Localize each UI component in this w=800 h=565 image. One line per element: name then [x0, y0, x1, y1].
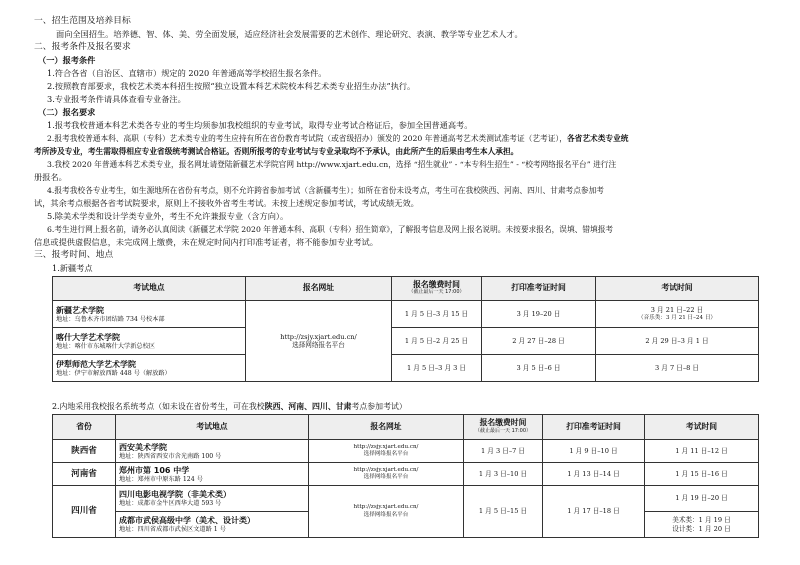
- requirement-4-line-1: 4.报考我校各专业考生，如生源地所在省份有考点，则不允许跨省参加考试（含新疆考生）；如所在省份未设考点，考生可在我校陕西、河南、四川、甘肃考点参加考: [47, 186, 604, 195]
- table-2-caption: 2.内地采用我校报名系统考点（如未设在省份考生，可在我校陕西、河南、四川、甘肃考点参加考试）: [52, 402, 407, 411]
- table-row: [53, 301, 759, 328]
- requirement-4-line-2: 试，其余考点根据各省考试院要求，原则上不接收外省考生考试。未按上述规定参加考试，考试成绩无效。: [34, 198, 419, 208]
- condition-2: 2.按照教育部要求，我校艺术类本科招生按照“独立设置本科艺术院校本科艺术类专业招生办法”执行。: [47, 81, 416, 91]
- venue-cell: 西安美术学院 地址：陕西省西安市含光南路 100 号: [116, 440, 309, 463]
- print-cell: 1 月 17 日–18 日: [543, 486, 645, 538]
- section-1-body: 面向全国招生。培养德、智、体、美、劳全面发展，适应经济社会发展需要的艺术创作、理论研究、表演、教学等专业艺术人才。: [56, 29, 523, 39]
- requirement-6-line-2: 信息或提供虚假信息，未完成网上缴费，未在规定时间内打印准考证者，将不能参加专业考试。: [34, 237, 378, 247]
- table-row: [53, 328, 759, 355]
- exam-cell: 3 月 7 日–8 日: [596, 355, 759, 382]
- condition-3: 3.专业报考条件请具体查看专业备注。: [47, 94, 186, 104]
- venue-cell: 四川电影电视学院（非美术类） 地址：成都市金牛区西华大道 593 号: [116, 486, 309, 512]
- exam-cell: 2 月 29 日–3 月 1 日: [596, 328, 759, 355]
- exam-cell: 1 月 19 日–20 日: [645, 486, 759, 512]
- requirement-3-line-2: 册报名。: [34, 172, 67, 182]
- venue-cell: 成都市武侯高级中学（美术、设计类） 地址：四川省成都市武侯区文道路 1 号: [116, 512, 309, 538]
- registration-url-cell: [309, 486, 464, 538]
- venue-cell: 喀什大学艺术学院 地址：喀什市东城喀什大学新总校区: [53, 328, 246, 355]
- condition-1: 1.符合各省（自治区、直辖市）规定的 2020 年普通高等学校招生报名条件。: [47, 68, 327, 78]
- col-exam: 考试时间: [645, 415, 759, 440]
- col-url: 报名网址: [309, 415, 464, 440]
- registration-url-link[interactable]: http://zsjy.xjart.edu.cn/: [353, 504, 419, 510]
- registration-url-link[interactable]: http://zsjy.xjart.edu.cn/: [353, 443, 419, 450]
- table-row: [53, 463, 759, 486]
- table-1-caption: 1.新疆考点: [52, 263, 93, 273]
- fee-cell: 1 月 3 日–7 日: [464, 440, 543, 463]
- print-cell: 1 月 13 日–14 日: [543, 463, 645, 486]
- fee-cell: 1 月 5 日–3 月 3 日: [392, 355, 482, 382]
- registration-url-cell: [309, 463, 464, 486]
- venue-cell: 郑州市第 106 中学 地址：郑州市中原东路 124 号: [116, 463, 309, 486]
- col-exam: 考试时间: [596, 277, 759, 301]
- province-cell: 陕西省: [53, 440, 116, 463]
- xinjiang-venues-table: [52, 276, 759, 382]
- print-cell: 3 月 5 日–6 日: [482, 355, 596, 382]
- col-province: 省份: [53, 415, 116, 440]
- exam-cell: 1 月 15 日–16 日: [645, 463, 759, 486]
- subsection-requirements: （二）报名要求: [38, 107, 96, 117]
- registration-url-cell: [246, 301, 392, 382]
- col-fee: 报名缴费时间 （截止最后一天 17:00）: [392, 277, 482, 301]
- print-cell: 1 月 9 日–10 日: [543, 440, 645, 463]
- exam-cell: 1 月 11 日–12 日: [645, 440, 759, 463]
- col-venue: 考试地点: [53, 277, 246, 301]
- table-header-row: [53, 415, 759, 440]
- col-url: 报名网址: [246, 277, 392, 301]
- province-cell: 四川省: [53, 486, 116, 538]
- requirement-2-line-2: 考所涉及专业，考生需取得相应专业省级统考测试合格证。否则所报考的专业考试与专业录取均不予承认，由此所产生的后果由考生本人承担。: [34, 147, 519, 156]
- province-cell: 河南省: [53, 463, 116, 486]
- requirement-2-line-1: 2.报考我校普通本科、高职（专科）艺术类专业的考生应持有所在省份教育考试院（或省级招办）颁发的 2020 年普通高考艺术类测试准考证（艺考证），各省艺术类专业统: [47, 134, 629, 143]
- print-cell: 3 月 19–20 日: [482, 301, 596, 328]
- fee-cell: 1 月 5 日–2 月 25 日: [392, 328, 482, 355]
- requirement-1: 1.报考我校普通本科艺术类各专业的考生均须参加我校组织的专业考试，取得专业考试合格证后，参加全国普通高考。: [47, 120, 473, 130]
- registration-url-cell: [309, 440, 464, 463]
- table-row: [53, 486, 759, 512]
- col-print: 打印准考证时间: [543, 415, 645, 440]
- venue-cell: 新疆艺术学院 地址：乌鲁木齐市团结路 734 号校本部: [53, 301, 246, 328]
- registration-url-link[interactable]: http://zsjy.xjart.edu.cn/: [280, 332, 357, 341]
- requirement-3-line-1: 3.我校 2020 年普通本科艺术类专业，报名网址请登陆新疆艺术学院官网 http://www.xjart.edu.cn，选择 “招生就业” - “本专科生招生” - “校考网络报名平台” 进行注: [47, 160, 617, 169]
- section-2-title: 二、报考条件及报名要求: [34, 42, 131, 52]
- table-row: [53, 440, 759, 463]
- fee-cell: 1 月 5 日–3 月 15 日: [392, 301, 482, 328]
- exam-cell: 3 月 21 日–22 日 （音乐类：3 月 21 日–24 日）: [596, 301, 759, 328]
- section-3-title: 三、报考时间、地点: [34, 250, 114, 260]
- registration-url-note: 选择网络报名平台: [363, 451, 409, 457]
- exam-cell: 美术类：1 月 19 日 设计类：1 月 20 日: [645, 512, 759, 538]
- col-venue: 考试地点: [116, 415, 309, 440]
- inland-venues-table: [52, 414, 759, 538]
- requirement-6-line-1: 6.考生进行网上报名前，请务必认真阅读《新疆艺术学院 2020 年普通本科、高职（专科）招生简章》，了解报考信息及网上报名说明。未按要求报名，误填、错填报考: [47, 225, 614, 234]
- registration-url-note: 选择网络报名平台: [363, 474, 409, 480]
- registration-url-link[interactable]: http://zsjy.xjart.edu.cn/: [353, 466, 419, 473]
- registration-url-note: 选择网络报名平台: [363, 511, 409, 518]
- table-header-row: [53, 277, 759, 301]
- col-fee: 报名缴费时间 （截止最后一天 17:00）: [464, 415, 543, 440]
- fee-cell: 1 月 5 日–15 日: [464, 486, 543, 538]
- table-row: [53, 355, 759, 382]
- fee-cell: 1 月 3 日–10 日: [464, 463, 543, 486]
- col-print: 打印准考证时间: [482, 277, 596, 301]
- venue-cell: 伊犁师范大学艺术学院 地址：伊宁市解放西路 448 号（解放路）: [53, 355, 246, 382]
- section-1-title: 一、招生范围及培养目标: [34, 16, 131, 26]
- subsection-conditions: （一）报考条件: [38, 55, 96, 65]
- print-cell: 2 月 27 日–28 日: [482, 328, 596, 355]
- requirement-5: 5.除美术学类和设计学类专业外，考生不允许兼报专业（含方向）。: [47, 211, 289, 221]
- registration-url-note: 选择网络报名平台: [292, 341, 345, 349]
